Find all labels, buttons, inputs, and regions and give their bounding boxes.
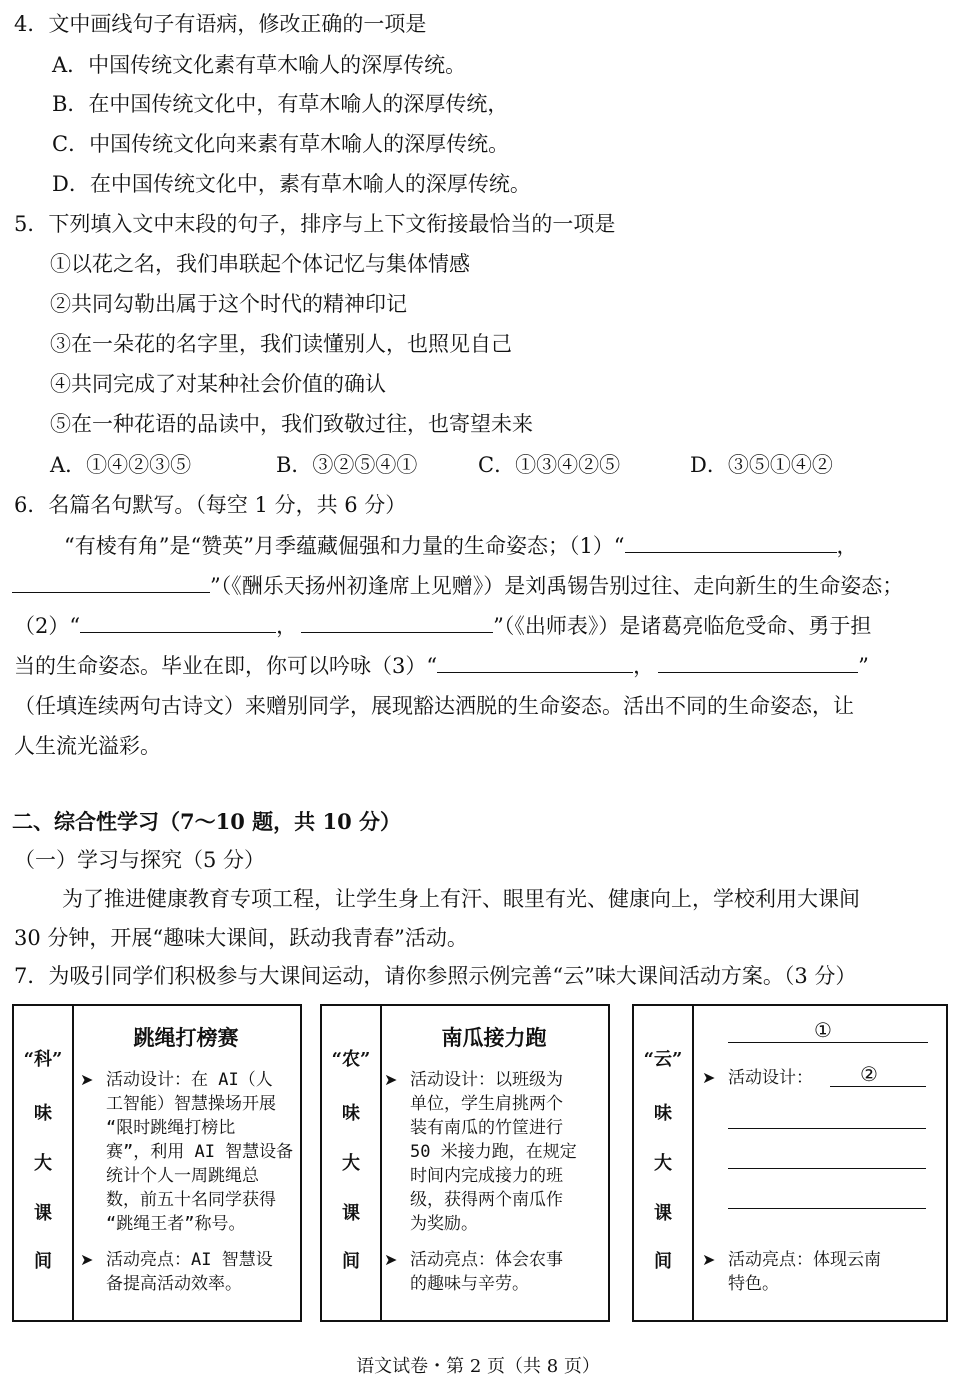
highlight-line: 特色。 — [728, 1274, 779, 1294]
q6-line-4 — [14, 652, 869, 680]
side-char: 大 — [34, 1153, 52, 1174]
answer-blank[interactable] — [301, 612, 493, 633]
arrow-icon: ➤ — [384, 1250, 398, 1269]
q4-option-c: C．中国传统文化向来素有草木喻人的深厚传统。 — [52, 132, 510, 156]
q5-sentence-5: ⑤在一种花语的品读中，我们致敬过往，也寄望未来 — [50, 412, 533, 436]
side-char: 间 — [654, 1251, 672, 1272]
side-char: “科” — [23, 1049, 63, 1070]
design-line: 数，前五十名同学获得 — [106, 1190, 276, 1210]
design-line: 50 米接力跑，在规定 — [410, 1142, 577, 1162]
q5-stem: 5．下列填入文中末段的句子，排序与上下文衔接最恰当的一项是 — [14, 212, 616, 236]
card-side-label — [322, 1006, 382, 1320]
side-char: 课 — [342, 1203, 360, 1224]
q6-text: “有棱有角”是“赞英”月季蕴藏倔强和力量的生命姿态；（1）“ — [64, 534, 625, 558]
highlight-line: 活动亮点：AI 智慧设 — [106, 1250, 273, 1270]
activity-highlight — [410, 1248, 604, 1296]
activity-card-yun — [632, 1004, 948, 1322]
q5-choice-b: B．③②⑤④① — [276, 453, 418, 477]
design-line: 装有南瓜的竹筐进行 — [410, 1118, 563, 1138]
intro-line-1: 为了推进健康教育专项工程，让学生身上有汗、眼里有光、健康向上，学校利用大课间 — [62, 887, 860, 911]
design-answer-line[interactable] — [728, 1150, 926, 1169]
q6-text: （2）“ — [14, 614, 81, 638]
q6-text: ， — [276, 614, 298, 638]
side-char: “农” — [331, 1049, 371, 1070]
design-answer-line[interactable] — [728, 1110, 926, 1129]
highlight-line: 的趣味与辛劳。 — [410, 1274, 529, 1294]
design-line: 活动设计：在 AI（人 — [106, 1070, 273, 1090]
q4-option-d: D．在中国传统文化中，素有草木喻人的深厚传统。 — [52, 172, 531, 196]
highlight-line: 活动亮点：体现云南 — [728, 1250, 881, 1270]
arrow-icon: ➤ — [702, 1250, 716, 1269]
design-line: 时间内完成接力的班 — [410, 1166, 563, 1186]
arrow-icon: ➤ — [384, 1070, 398, 1089]
card-title: 南瓜接力跑 — [441, 1025, 547, 1050]
design-line: 工智能）智慧操场开展 — [106, 1094, 276, 1114]
design-line: 单位，学生肩挑两个 — [410, 1094, 563, 1114]
answer-blank[interactable] — [12, 572, 210, 593]
q5-sentence-3: ③在一朵花的名字里，我们读懂别人，也照见自己 — [50, 332, 512, 356]
side-char: 味 — [342, 1103, 360, 1124]
arrow-icon: ➤ — [702, 1068, 716, 1087]
q6-line-1 — [64, 532, 858, 560]
q6-line-5: （任填连续两句古诗文）来赠别同学，展现豁达洒脱的生命姿态。活出不同的生命姿态，让 — [14, 694, 854, 718]
card-side-label — [634, 1006, 694, 1320]
activity-card-nong — [320, 1004, 610, 1322]
side-char: 课 — [654, 1203, 672, 1224]
intro-line-2: 30 分钟，开展“趣味大课间，跃动我青春”活动。 — [14, 926, 468, 950]
side-char: 大 — [342, 1153, 360, 1174]
card-title: 跳绳打榜赛 — [133, 1025, 239, 1050]
side-char: 间 — [34, 1251, 52, 1272]
design-answer-blank[interactable] — [830, 1068, 926, 1087]
arrow-icon: ➤ — [80, 1070, 94, 1089]
arrow-icon: ➤ — [80, 1250, 94, 1269]
design-line: 级，获得两个南瓜作 — [410, 1190, 563, 1210]
q6-line-6: 人生流光溢彩。 — [14, 734, 161, 758]
q5-choice-d: D．③⑤①④② — [690, 453, 833, 477]
answer-blank[interactable] — [437, 652, 633, 673]
side-char: 课 — [34, 1203, 52, 1224]
activity-card-ke — [12, 1004, 302, 1322]
answer-blank[interactable] — [625, 532, 837, 553]
subsection-title: （一）学习与探究（5 分） — [14, 848, 266, 872]
highlight-line: 备提高活动效率。 — [106, 1274, 242, 1294]
design-line: “限时跳绳打榜比 — [106, 1118, 236, 1138]
section-title: 二、综合性学习（7～10 题，共 10 分） — [12, 809, 401, 834]
blank-number-2: ② — [860, 1062, 878, 1086]
highlight-line: 活动亮点：体会农事 — [410, 1250, 563, 1270]
q6-line-2 — [12, 572, 903, 600]
q4-stem: 4．文中画线句子有语病，修改正确的一项是 — [14, 12, 427, 36]
q4-option-a: A．中国传统文化素有草木喻人的深厚传统。 — [52, 53, 467, 77]
q5-sentence-2: ②共同勾勒出属于这个时代的精神印记 — [50, 292, 407, 316]
design-answer-line[interactable] — [728, 1190, 926, 1209]
design-label: 活动设计： — [728, 1068, 813, 1088]
blank-number-1: ① — [814, 1018, 832, 1042]
q4-option-b: B．在中国传统文化中，有草木喻人的深厚传统， — [52, 92, 509, 116]
design-line: 为奖励。 — [410, 1214, 478, 1234]
q6-text: ” — [858, 654, 869, 678]
side-char: 大 — [654, 1153, 672, 1174]
card-side-label — [14, 1006, 74, 1320]
q5-sentence-1: ①以花之名，我们串联起个体记忆与集体情感 — [50, 252, 470, 276]
q7-stem: 7．为吸引同学们积极参与大课间运动，请你参照示例完善“云”味大课间活动方案。（3 分） — [14, 964, 857, 988]
side-char: “云” — [643, 1049, 683, 1070]
q6-text: ， — [633, 654, 655, 678]
q6-text: ”（《酬乐天扬州初逢席上见赠》）是刘禹锡告别过往、走向新生的生命姿态； — [210, 574, 904, 598]
answer-blank[interactable] — [658, 652, 858, 673]
activity-design — [106, 1068, 296, 1236]
q6-line-3 — [14, 612, 871, 640]
q6-text: ， — [836, 534, 858, 558]
activity-highlight — [106, 1248, 296, 1296]
activity-highlight — [728, 1248, 938, 1296]
q6-text: 当的生命姿态。毕业在即，你可以吟咏（3）“ — [14, 654, 438, 678]
q6-stem: 6．名篇名句默写。（每空 1 分，共 6 分） — [14, 493, 407, 517]
q5-choice-c: C．①③④②⑤ — [478, 453, 621, 477]
side-char: 味 — [654, 1103, 672, 1124]
side-char: 间 — [342, 1251, 360, 1272]
answer-blank[interactable] — [80, 612, 276, 633]
design-line: 活动设计：以班级为 — [410, 1070, 563, 1090]
activity-design — [410, 1068, 604, 1236]
page-footer: 语文试卷・第 2 页（共 8 页） — [356, 1356, 600, 1377]
q5-sentence-4: ④共同完成了对某种社会价值的确认 — [50, 372, 386, 396]
design-line: 赛”，利用 AI 智慧设备 — [106, 1142, 294, 1162]
design-line: “跳绳王者”称号。 — [106, 1214, 246, 1234]
q5-choice-a: A．①④②③⑤ — [50, 453, 192, 477]
side-char: 味 — [34, 1103, 52, 1124]
q6-text: ”（《出师表》）是诸葛亮临危受命、勇于担 — [493, 614, 872, 638]
design-line: 统计个人一周跳绳总 — [106, 1166, 259, 1186]
